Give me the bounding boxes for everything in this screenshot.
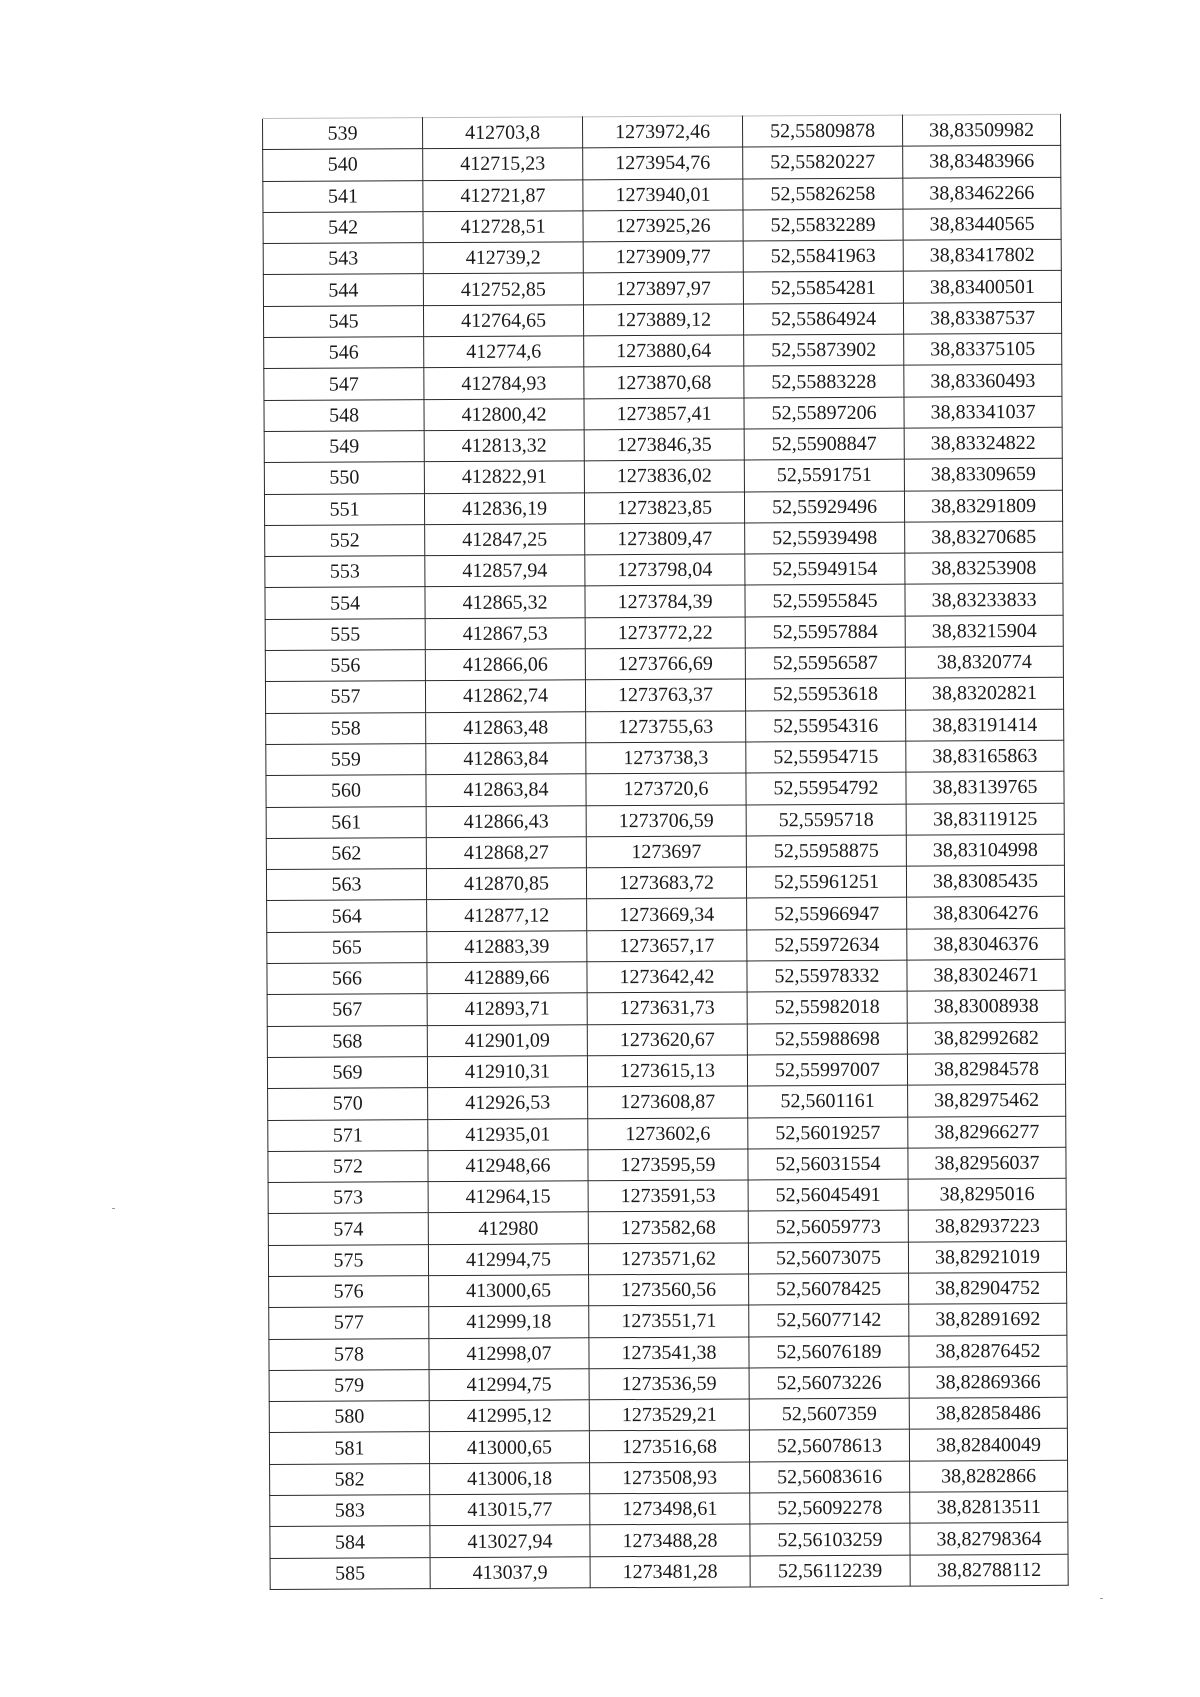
point-number-cell: 579 xyxy=(269,1370,429,1402)
longitude-cell: 38,83324822 xyxy=(904,427,1062,459)
y-coordinate-cell: 1273889,12 xyxy=(583,304,743,336)
latitude-cell: 52,55841963 xyxy=(743,240,903,272)
point-number-cell: 553 xyxy=(265,556,425,588)
latitude-cell: 52,55820227 xyxy=(743,146,903,178)
point-number-cell: 542 xyxy=(263,212,423,244)
y-coordinate-cell: 1273591,53 xyxy=(588,1180,748,1212)
point-number-cell: 571 xyxy=(268,1119,428,1151)
table-row xyxy=(267,928,1065,963)
x-coordinate-cell: 412866,06 xyxy=(425,649,585,681)
latitude-cell: 52,55956587 xyxy=(745,647,905,679)
longitude-cell: 38,83008938 xyxy=(907,991,1065,1023)
table-row xyxy=(268,1178,1066,1213)
latitude-cell: 52,5601161 xyxy=(748,1085,908,1117)
longitude-cell: 38,83215904 xyxy=(905,615,1063,647)
longitude-cell: 38,83375105 xyxy=(904,333,1062,365)
y-coordinate-cell: 1273551,71 xyxy=(589,1305,749,1337)
x-coordinate-cell: 412999,18 xyxy=(429,1306,589,1338)
table-row xyxy=(263,114,1061,149)
table-row xyxy=(270,1491,1068,1526)
x-coordinate-cell: 412995,12 xyxy=(429,1400,589,1432)
table-row xyxy=(263,177,1061,212)
longitude-cell: 38,82891692 xyxy=(909,1304,1067,1336)
longitude-cell: 38,83309659 xyxy=(904,459,1062,491)
y-coordinate-cell: 1273488,28 xyxy=(590,1524,750,1556)
latitude-cell: 52,56077142 xyxy=(749,1304,909,1336)
coordinates-table xyxy=(262,114,1069,1590)
table-row xyxy=(265,521,1063,556)
point-number-cell: 545 xyxy=(263,305,423,337)
x-coordinate-cell: 412721,87 xyxy=(423,179,583,211)
point-number-cell: 578 xyxy=(269,1338,429,1370)
y-coordinate-cell: 1273738,3 xyxy=(586,742,746,774)
y-coordinate-cell: 1273870,68 xyxy=(584,366,744,398)
longitude-cell: 38,82992682 xyxy=(907,1022,1065,1054)
y-coordinate-cell: 1273560,56 xyxy=(589,1274,749,1306)
x-coordinate-cell: 413000,65 xyxy=(429,1431,589,1463)
longitude-cell: 38,8320774 xyxy=(905,646,1063,678)
x-coordinate-cell: 412865,32 xyxy=(425,586,585,618)
y-coordinate-cell: 1273595,59 xyxy=(588,1149,748,1181)
table-row xyxy=(269,1272,1067,1307)
longitude-cell: 38,82921019 xyxy=(908,1241,1066,1273)
longitude-cell: 38,82840049 xyxy=(909,1429,1067,1461)
y-coordinate-cell: 1273925,26 xyxy=(583,210,743,242)
y-coordinate-cell: 1273498,61 xyxy=(590,1493,750,1525)
x-coordinate-cell: 412862,74 xyxy=(425,680,585,712)
longitude-cell: 38,82966277 xyxy=(908,1116,1066,1148)
longitude-cell: 38,82869366 xyxy=(909,1366,1067,1398)
x-coordinate-cell: 412893,71 xyxy=(427,993,587,1025)
x-coordinate-cell: 412994,75 xyxy=(428,1243,588,1275)
point-number-cell: 576 xyxy=(269,1276,429,1308)
latitude-cell: 52,55982018 xyxy=(747,991,907,1023)
longitude-cell: 38,83360493 xyxy=(904,365,1062,397)
x-coordinate-cell: 412998,07 xyxy=(429,1337,589,1369)
y-coordinate-cell: 1273571,62 xyxy=(588,1243,748,1275)
x-coordinate-cell: 412883,39 xyxy=(427,931,587,963)
point-number-cell: 555 xyxy=(265,618,425,650)
latitude-cell: 52,56083616 xyxy=(750,1461,910,1493)
latitude-cell: 52,55953618 xyxy=(745,678,905,710)
point-number-cell: 584 xyxy=(270,1526,430,1558)
longitude-cell: 38,83064276 xyxy=(907,897,1065,929)
x-coordinate-cell: 413015,77 xyxy=(430,1494,590,1526)
table-row xyxy=(264,333,1062,368)
y-coordinate-cell: 1273940,01 xyxy=(583,179,743,211)
y-coordinate-cell: 1273608,87 xyxy=(588,1086,748,1118)
x-coordinate-cell: 412764,65 xyxy=(423,305,583,337)
y-coordinate-cell: 1273669,34 xyxy=(587,898,747,930)
table-row xyxy=(264,490,1062,525)
coordinates-table-body xyxy=(263,114,1069,1589)
y-coordinate-cell: 1273772,22 xyxy=(585,617,745,649)
latitude-cell: 52,55957884 xyxy=(745,616,905,648)
y-coordinate-cell: 1273972,46 xyxy=(582,116,742,148)
table-row xyxy=(267,1053,1065,1088)
table-row xyxy=(267,991,1065,1026)
x-coordinate-cell: 412703,8 xyxy=(423,117,583,149)
latitude-cell: 52,55954715 xyxy=(746,741,906,773)
point-number-cell: 557 xyxy=(265,681,425,713)
longitude-cell: 38,82937223 xyxy=(908,1210,1066,1242)
x-coordinate-cell: 412863,84 xyxy=(426,743,586,775)
y-coordinate-cell: 1273631,73 xyxy=(587,992,747,1024)
x-coordinate-cell: 412980 xyxy=(428,1212,588,1244)
latitude-cell: 52,55955845 xyxy=(745,585,905,617)
latitude-cell: 52,55897206 xyxy=(744,397,904,429)
table-row xyxy=(267,959,1065,994)
latitude-cell: 52,55988698 xyxy=(747,1023,907,1055)
table-row xyxy=(270,1460,1068,1495)
latitude-cell: 52,56103259 xyxy=(750,1523,910,1555)
point-number-cell: 580 xyxy=(269,1401,429,1433)
table-row xyxy=(266,772,1064,807)
latitude-cell: 52,56073226 xyxy=(749,1367,909,1399)
latitude-cell: 52,55854281 xyxy=(743,272,903,304)
latitude-cell: 52,5595718 xyxy=(746,804,906,836)
x-coordinate-cell: 412889,66 xyxy=(427,962,587,994)
longitude-cell: 38,82904752 xyxy=(909,1272,1067,1304)
latitude-cell: 52,55929496 xyxy=(744,491,904,523)
x-coordinate-cell: 412994,75 xyxy=(429,1369,589,1401)
y-coordinate-cell: 1273909,77 xyxy=(583,241,743,273)
latitude-cell: 52,5591751 xyxy=(744,459,904,491)
table-row xyxy=(269,1335,1067,1370)
longitude-cell: 38,83291809 xyxy=(904,490,1062,522)
table-row xyxy=(269,1429,1067,1464)
point-number-cell: 543 xyxy=(263,243,423,275)
latitude-cell: 52,55949154 xyxy=(745,553,905,585)
latitude-cell: 52,56112239 xyxy=(750,1555,910,1587)
longitude-cell: 38,83046376 xyxy=(907,928,1065,960)
table-row xyxy=(268,1147,1066,1182)
latitude-cell: 52,55997007 xyxy=(747,1054,907,1086)
table-row xyxy=(264,459,1062,494)
latitude-cell: 52,55972634 xyxy=(747,929,907,961)
y-coordinate-cell: 1273798,04 xyxy=(585,554,745,586)
y-coordinate-cell: 1273516,68 xyxy=(589,1430,749,1462)
latitude-cell: 52,55826258 xyxy=(743,178,903,210)
table-row xyxy=(263,146,1061,181)
table-row xyxy=(266,803,1064,838)
y-coordinate-cell: 1273897,97 xyxy=(583,272,743,304)
point-number-cell: 548 xyxy=(264,399,424,431)
table-row xyxy=(265,615,1063,650)
x-coordinate-cell: 412739,2 xyxy=(423,242,583,274)
latitude-cell: 52,56019257 xyxy=(748,1117,908,1149)
y-coordinate-cell: 1273836,02 xyxy=(584,460,744,492)
latitude-cell: 52,56076189 xyxy=(749,1336,909,1368)
point-number-cell: 566 xyxy=(267,963,427,995)
latitude-cell: 52,55939498 xyxy=(745,522,905,554)
scan-speck xyxy=(1100,1598,1103,1599)
y-coordinate-cell: 1273755,63 xyxy=(586,711,746,743)
y-coordinate-cell: 1273857,41 xyxy=(584,398,744,430)
longitude-cell: 38,82813511 xyxy=(910,1491,1068,1523)
x-coordinate-cell: 412926,53 xyxy=(428,1087,588,1119)
table-row xyxy=(266,834,1064,869)
table-row xyxy=(268,1085,1066,1120)
longitude-cell: 38,83417802 xyxy=(903,240,1061,272)
point-number-cell: 549 xyxy=(264,431,424,463)
point-number-cell: 582 xyxy=(270,1463,430,1495)
y-coordinate-cell: 1273602,6 xyxy=(588,1117,748,1149)
table-row xyxy=(266,740,1064,775)
longitude-cell: 38,82798364 xyxy=(910,1523,1068,1555)
point-number-cell: 581 xyxy=(269,1432,429,1464)
point-number-cell: 551 xyxy=(264,493,424,525)
longitude-cell: 38,83202821 xyxy=(905,678,1063,710)
y-coordinate-cell: 1273766,69 xyxy=(585,648,745,680)
longitude-cell: 38,82788112 xyxy=(910,1554,1068,1586)
point-number-cell: 561 xyxy=(266,806,426,838)
point-number-cell: 546 xyxy=(264,337,424,369)
point-number-cell: 572 xyxy=(268,1150,428,1182)
x-coordinate-cell: 412836,19 xyxy=(424,492,584,524)
table-row xyxy=(268,1210,1066,1245)
point-number-cell: 556 xyxy=(265,650,425,682)
point-number-cell: 570 xyxy=(268,1088,428,1120)
longitude-cell: 38,83440565 xyxy=(903,208,1061,240)
latitude-cell: 52,55958875 xyxy=(746,835,906,867)
longitude-cell: 38,83387537 xyxy=(903,302,1061,334)
point-number-cell: 550 xyxy=(264,462,424,494)
x-coordinate-cell: 412752,85 xyxy=(423,273,583,305)
table-row xyxy=(263,271,1061,306)
table-row xyxy=(265,552,1063,587)
point-number-cell: 564 xyxy=(267,900,427,932)
x-coordinate-cell: 412868,27 xyxy=(426,837,586,869)
x-coordinate-cell: 412774,6 xyxy=(424,336,584,368)
latitude-cell: 52,56092278 xyxy=(750,1492,910,1524)
table-row xyxy=(270,1523,1068,1558)
point-number-cell: 541 xyxy=(263,180,423,212)
point-number-cell: 544 xyxy=(263,274,423,306)
latitude-cell: 52,55864924 xyxy=(743,303,903,335)
x-coordinate-cell: 412964,15 xyxy=(428,1181,588,1213)
scan-speck xyxy=(112,1208,115,1209)
y-coordinate-cell: 1273529,21 xyxy=(589,1399,749,1431)
x-coordinate-cell: 412784,93 xyxy=(424,367,584,399)
x-coordinate-cell: 412910,31 xyxy=(427,1056,587,1088)
latitude-cell: 52,56045491 xyxy=(748,1179,908,1211)
y-coordinate-cell: 1273823,85 xyxy=(584,492,744,524)
table-row xyxy=(263,240,1061,275)
latitude-cell: 52,55954792 xyxy=(746,772,906,804)
x-coordinate-cell: 412867,53 xyxy=(425,618,585,650)
point-number-cell: 547 xyxy=(264,368,424,400)
point-number-cell: 552 xyxy=(265,525,425,557)
table-row xyxy=(269,1304,1067,1339)
y-coordinate-cell: 1273683,72 xyxy=(586,867,746,899)
longitude-cell: 38,83191414 xyxy=(906,709,1064,741)
table-row xyxy=(264,365,1062,400)
y-coordinate-cell: 1273846,35 xyxy=(584,429,744,461)
y-coordinate-cell: 1273697 xyxy=(586,836,746,868)
x-coordinate-cell: 412863,84 xyxy=(426,774,586,806)
table-row xyxy=(264,427,1062,462)
table-row xyxy=(266,865,1064,900)
x-coordinate-cell: 412948,66 xyxy=(428,1150,588,1182)
point-number-cell: 563 xyxy=(266,869,426,901)
longitude-cell: 38,83139765 xyxy=(906,772,1064,804)
point-number-cell: 577 xyxy=(269,1307,429,1339)
longitude-cell: 38,83483966 xyxy=(903,146,1061,178)
latitude-cell: 52,55908847 xyxy=(744,428,904,460)
latitude-cell: 52,55966947 xyxy=(747,898,907,930)
longitude-cell: 38,83233833 xyxy=(905,584,1063,616)
table-row xyxy=(263,302,1061,337)
point-number-cell: 559 xyxy=(266,744,426,776)
table-row xyxy=(264,396,1062,431)
y-coordinate-cell: 1273954,76 xyxy=(583,147,743,179)
y-coordinate-cell: 1273809,47 xyxy=(585,523,745,555)
x-coordinate-cell: 412877,12 xyxy=(427,899,587,931)
latitude-cell: 52,56078425 xyxy=(749,1273,909,1305)
point-number-cell: 568 xyxy=(267,1025,427,1057)
longitude-cell: 38,83400501 xyxy=(903,271,1061,303)
y-coordinate-cell: 1273508,93 xyxy=(590,1462,750,1494)
latitude-cell: 52,56078613 xyxy=(749,1430,909,1462)
table-row xyxy=(263,208,1061,243)
table-row xyxy=(268,1241,1066,1276)
point-number-cell: 565 xyxy=(267,931,427,963)
point-number-cell: 558 xyxy=(266,712,426,744)
latitude-cell: 52,55809878 xyxy=(742,115,902,147)
latitude-cell: 52,55978332 xyxy=(747,960,907,992)
x-coordinate-cell: 413000,65 xyxy=(429,1275,589,1307)
y-coordinate-cell: 1273880,64 xyxy=(584,335,744,367)
point-number-cell: 585 xyxy=(270,1557,430,1589)
x-coordinate-cell: 413006,18 xyxy=(430,1463,590,1495)
table-row xyxy=(269,1397,1067,1432)
table-row xyxy=(265,678,1063,713)
longitude-cell: 38,82956037 xyxy=(908,1147,1066,1179)
y-coordinate-cell: 1273657,17 xyxy=(587,930,747,962)
point-number-cell: 562 xyxy=(266,837,426,869)
longitude-cell: 38,83462266 xyxy=(903,177,1061,209)
longitude-cell: 38,8295016 xyxy=(908,1178,1066,1210)
longitude-cell: 38,83253908 xyxy=(905,552,1063,584)
x-coordinate-cell: 412857,94 xyxy=(425,555,585,587)
table-row xyxy=(269,1366,1067,1401)
x-coordinate-cell: 412935,01 xyxy=(428,1118,588,1150)
point-number-cell: 560 xyxy=(266,775,426,807)
table-row xyxy=(266,709,1064,744)
longitude-cell: 38,83024671 xyxy=(907,959,1065,991)
y-coordinate-cell: 1273541,38 xyxy=(589,1337,749,1369)
longitude-cell: 38,82984578 xyxy=(907,1053,1065,1085)
y-coordinate-cell: 1273763,37 xyxy=(585,679,745,711)
x-coordinate-cell: 412901,09 xyxy=(427,1024,587,1056)
point-number-cell: 574 xyxy=(268,1213,428,1245)
x-coordinate-cell: 412870,85 xyxy=(426,868,586,900)
y-coordinate-cell: 1273582,68 xyxy=(588,1211,748,1243)
longitude-cell: 38,83270685 xyxy=(905,521,1063,553)
longitude-cell: 38,83104998 xyxy=(906,834,1064,866)
latitude-cell: 52,55961251 xyxy=(746,866,906,898)
table-row xyxy=(270,1554,1068,1589)
latitude-cell: 52,5607359 xyxy=(749,1398,909,1430)
point-number-cell: 573 xyxy=(268,1182,428,1214)
point-number-cell: 540 xyxy=(263,149,423,181)
latitude-cell: 52,55954316 xyxy=(746,710,906,742)
x-coordinate-cell: 413027,94 xyxy=(430,1525,590,1557)
x-coordinate-cell: 412800,42 xyxy=(424,398,584,430)
latitude-cell: 52,55832289 xyxy=(743,209,903,241)
longitude-cell: 38,8282866 xyxy=(910,1460,1068,1492)
x-coordinate-cell: 412847,25 xyxy=(425,524,585,556)
table-row xyxy=(265,584,1063,619)
y-coordinate-cell: 1273642,42 xyxy=(587,961,747,993)
y-coordinate-cell: 1273706,59 xyxy=(586,805,746,837)
table-row xyxy=(267,897,1065,932)
y-coordinate-cell: 1273615,13 xyxy=(587,1055,747,1087)
y-coordinate-cell: 1273536,59 xyxy=(589,1368,749,1400)
x-coordinate-cell: 412728,51 xyxy=(423,211,583,243)
longitude-cell: 38,82975462 xyxy=(908,1085,1066,1117)
x-coordinate-cell: 413037,9 xyxy=(430,1556,590,1588)
latitude-cell: 52,55873902 xyxy=(744,334,904,366)
point-number-cell: 539 xyxy=(263,118,423,150)
point-number-cell: 569 xyxy=(267,1057,427,1089)
longitude-cell: 38,83085435 xyxy=(906,865,1064,897)
x-coordinate-cell: 412822,91 xyxy=(424,461,584,493)
x-coordinate-cell: 412863,48 xyxy=(426,711,586,743)
y-coordinate-cell: 1273620,67 xyxy=(587,1024,747,1056)
point-number-cell: 575 xyxy=(268,1244,428,1276)
y-coordinate-cell: 1273481,28 xyxy=(590,1556,750,1588)
latitude-cell: 52,56073075 xyxy=(748,1242,908,1274)
longitude-cell: 38,82876452 xyxy=(909,1335,1067,1367)
latitude-cell: 52,56059773 xyxy=(748,1211,908,1243)
point-number-cell: 583 xyxy=(270,1495,430,1527)
table-row xyxy=(265,646,1063,681)
point-number-cell: 554 xyxy=(265,587,425,619)
longitude-cell: 38,83119125 xyxy=(906,803,1064,835)
y-coordinate-cell: 1273720,6 xyxy=(586,773,746,805)
y-coordinate-cell: 1273784,39 xyxy=(585,585,745,617)
table-row xyxy=(268,1116,1066,1151)
x-coordinate-cell: 412715,23 xyxy=(423,148,583,180)
longitude-cell: 38,83509982 xyxy=(902,114,1060,146)
point-number-cell: 567 xyxy=(267,994,427,1026)
longitude-cell: 38,83341037 xyxy=(904,396,1062,428)
latitude-cell: 52,56031554 xyxy=(748,1148,908,1180)
table-row xyxy=(267,1022,1065,1057)
longitude-cell: 38,83165863 xyxy=(906,740,1064,772)
x-coordinate-cell: 412813,32 xyxy=(424,430,584,462)
longitude-cell: 38,82858486 xyxy=(909,1397,1067,1429)
latitude-cell: 52,55883228 xyxy=(744,366,904,398)
x-coordinate-cell: 412866,43 xyxy=(426,805,586,837)
